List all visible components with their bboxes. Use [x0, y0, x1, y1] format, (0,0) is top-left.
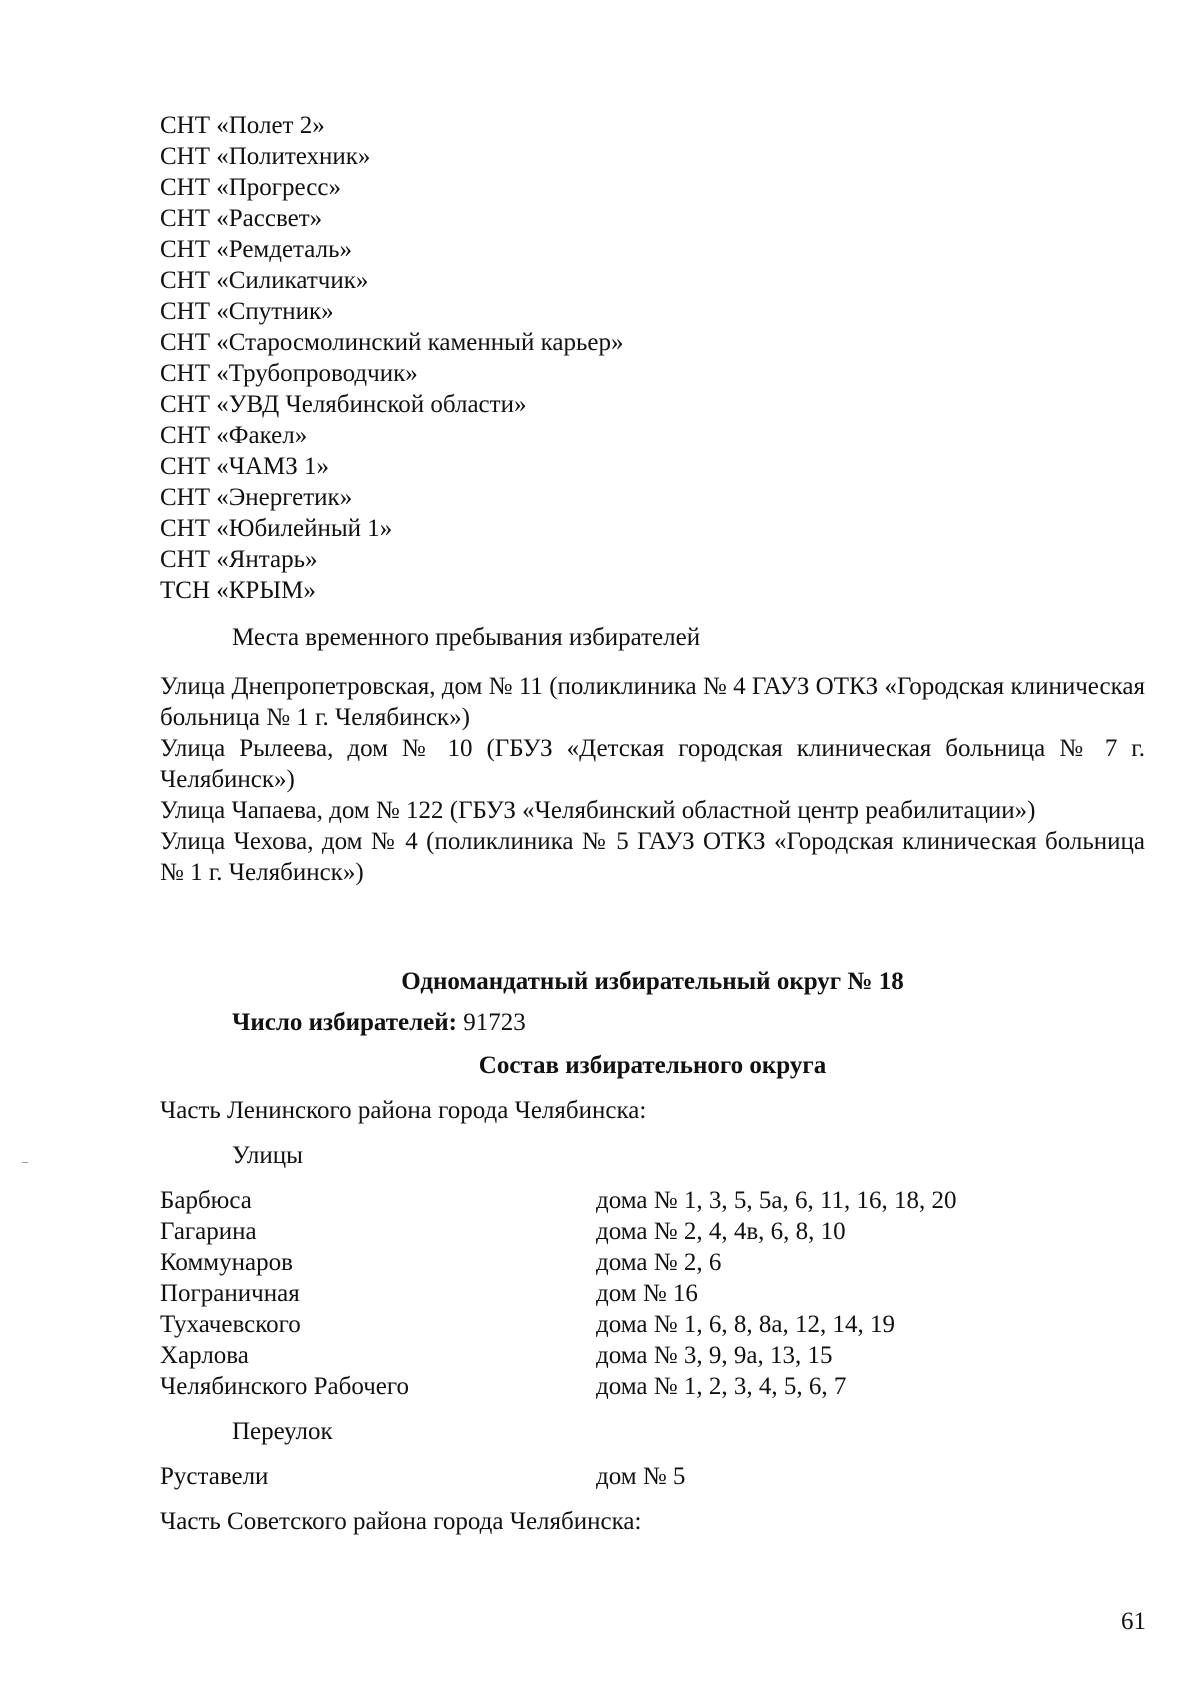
table-row	[160, 1461, 1145, 1492]
street-name: Харлова	[160, 1342, 249, 1369]
lane-name: Руставели	[160, 1463, 269, 1490]
snt-list	[160, 110, 1145, 606]
table-row	[160, 1247, 1145, 1278]
snt-item: СНТ «Полет 2»	[160, 112, 325, 139]
snt-item: ТСН «КРЫМ»	[160, 577, 316, 604]
table-row	[160, 1371, 1145, 1402]
street-houses: дом № 16	[596, 1280, 698, 1307]
voters-count	[160, 1007, 1145, 1038]
snt-item: СНТ «Прогресс»	[160, 174, 341, 201]
snt-item: СНТ «Спутник»	[160, 298, 334, 325]
street-name: Коммунаров	[160, 1249, 293, 1276]
street-name: Челябинского Рабочего	[160, 1373, 410, 1400]
street-name: Тухачевского	[160, 1311, 301, 1338]
composition-title: Состав избирательного округа	[478, 1052, 827, 1079]
temporary-place: Улица Чехова, дом № 4 (поликлиника № 5 ГАУЗ ОТКЗ «Городская клиническая больница № 1 г. Челябинск»)	[160, 828, 1145, 886]
table-row	[160, 1278, 1145, 1309]
streets-title: Улицы	[232, 1142, 303, 1169]
voters-label: Число избирателей:	[232, 1009, 457, 1036]
district-title: Одномандатный избирательный округ № 18	[401, 968, 904, 995]
document-page	[160, 110, 1145, 1537]
snt-item: СНТ «Янтарь»	[160, 546, 318, 573]
streets-table	[160, 1185, 1145, 1402]
street-houses: дома № 3, 9, 9а, 13, 15	[596, 1342, 833, 1369]
snt-item: СНТ «Ремдеталь»	[160, 236, 352, 263]
voters-value: 91723	[463, 1009, 526, 1036]
street-name: Барбюса	[160, 1187, 252, 1214]
page-number: 61	[1121, 1608, 1146, 1635]
snt-item: СНТ «Юбилейный 1»	[160, 515, 393, 542]
scan-mark	[22, 1162, 28, 1163]
lane-houses: дом № 5	[596, 1463, 686, 1490]
street-name: Гагарина	[160, 1218, 257, 1245]
street-houses: дома № 1, 2, 3, 4, 5, 6, 7	[596, 1373, 847, 1400]
snt-item: СНТ «Рассвет»	[160, 205, 323, 232]
snt-item: СНТ «Трубопроводчик»	[160, 360, 418, 387]
snt-item: СНТ «Политехник»	[160, 143, 371, 170]
temporary-place: Улица Рылеева, дом № 10 (ГБУЗ «Детская городская клиническая больница № 7 г. Челябинск»)	[160, 735, 1145, 793]
snt-item: СНТ «Старосмолинский каменный карьер»	[160, 329, 624, 356]
table-row	[160, 1309, 1145, 1340]
street-houses: дома № 2, 6	[596, 1249, 722, 1276]
snt-item: СНТ «Факел»	[160, 422, 308, 449]
leninsky-part-title: Часть Ленинского района города Челябинска:	[160, 1097, 647, 1124]
sovetsky-part-title: Часть Советского района города Челябинска:	[160, 1508, 642, 1535]
table-row	[160, 1340, 1145, 1371]
lanes-table	[160, 1461, 1145, 1492]
snt-item: СНТ «Силикатчик»	[160, 267, 369, 294]
table-row	[160, 1185, 1145, 1216]
street-houses: дома № 2, 4, 4в, 6, 8, 10	[596, 1218, 846, 1245]
snt-item: СНТ «ЧАМЗ 1»	[160, 453, 330, 480]
street-name: Пограничная	[160, 1280, 300, 1307]
street-houses: дома № 1, 6, 8, 8а, 12, 14, 19	[596, 1311, 895, 1338]
temporary-places-title: Места временного пребывания избирателей	[232, 624, 701, 651]
snt-item: СНТ «Энергетик»	[160, 484, 353, 511]
temporary-place: Улица Днепропетровская, дом № 11 (поликлиника № 4 ГАУЗ ОТКЗ «Городская клиническая больница № 1 г. Челябинск»)	[160, 673, 1145, 731]
temporary-place: Улица Чапаева, дом № 122 (ГБУЗ «Челябинский областной центр реабилитации»)	[160, 797, 1036, 824]
street-houses: дома № 1, 3, 5, 5а, 6, 11, 16, 18, 20	[596, 1187, 957, 1214]
lane-title: Переулок	[232, 1418, 333, 1445]
snt-item: СНТ «УВД Челябинской области»	[160, 391, 527, 418]
temporary-places-list	[160, 671, 1145, 888]
table-row	[160, 1216, 1145, 1247]
